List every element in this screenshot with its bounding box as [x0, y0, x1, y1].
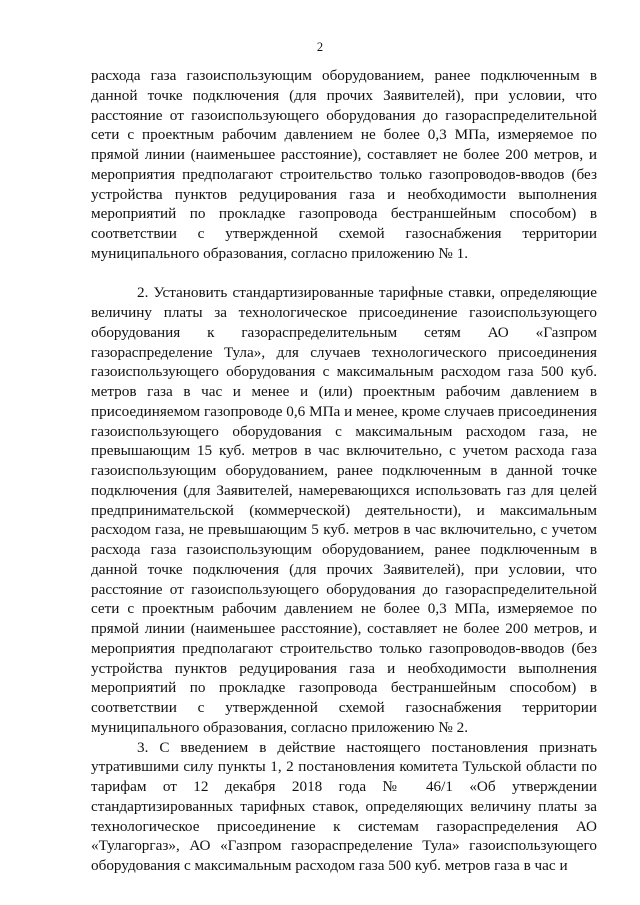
text-line: метров газа в час и менее и (или) проектным рабочим давлением в: [91, 383, 597, 400]
paragraph-2: [91, 283, 597, 737]
text-line: «Тулагоргаз», АО «Газпром газораспределение Тула» газоиспользующего: [91, 837, 597, 855]
text-line: газоиспользующего оборудования с максимальным расходом газа 500 куб.: [91, 363, 597, 381]
text-line: утратившими силу пункты 1, 2 постановления комитета Тульской области по: [91, 758, 597, 776]
paragraph-3: [91, 738, 597, 876]
text-line: данной точке подключения (для прочих Заявителей), при условии, что: [91, 560, 597, 578]
text-line: оборудования к газораспределительным сетям АО «Газпром: [91, 323, 597, 341]
text-line: расхода газа газоиспользующим оборудованием, ранее подключенным в: [91, 67, 597, 84]
text-line: сети с проектным рабочим давлением не более 0,3 МПа, измеряемое по: [91, 600, 597, 618]
text-line: мероприятия предполагают строительство только газопроводов-вводов (без: [91, 165, 597, 183]
text-line: предпринимательской (коммерческой) деятельности), и максимальным: [91, 501, 597, 519]
text-line: величину платы за технологическое присоединение газоиспользующего: [91, 304, 597, 321]
text-line: мероприятий по прокладке газопровода бестраншейным способом) в: [91, 205, 597, 223]
document-body: [91, 66, 597, 876]
text-line: соответствии с утвержденной схемой газоснабжения территории: [91, 699, 597, 716]
text-line: подключения (для Заявителей, намеревающихся использовать газ для целей: [91, 481, 597, 499]
text-line: устройства пунктов редуцирования газа и необходимости выполнения: [91, 659, 597, 677]
text-line: расходом газа, не превышающим 5 куб. метров в час включительно, с учетом: [91, 521, 597, 539]
text-line: оборудования с максимальным расходом газа 500 куб. метров газа в час и: [91, 857, 568, 874]
text-line: тарифам от 12 декабря 2018 года № 46/1 «Об утверждении: [91, 778, 597, 795]
text-line: газораспределение Тула», для случаев технологического присоединения: [91, 343, 597, 361]
text-line: стандартизированных тарифных ставок, определяющих величину платы за: [91, 797, 597, 815]
text-line: муниципального образования, согласно приложению № 2.: [91, 718, 469, 736]
text-line: устройства пунктов редуцирования газа и необходимости выполнения: [91, 185, 597, 203]
text-line: расстояние от газоиспользующего оборудования до газораспределительной: [91, 580, 597, 598]
page-number: 2: [316, 40, 324, 54]
text-line: муниципального образования, согласно приложению № 1.: [91, 244, 469, 262]
paragraph-1: [91, 66, 597, 264]
text-line: превышающим 15 куб. метров в час включительно, с учетом расхода газа: [91, 442, 597, 460]
text-line: расхода газа газоиспользующим оборудованием, ранее подключенным в: [91, 541, 597, 558]
text-line: прямой линии (наименьшее расстояние), составляет не более 200 метров, и: [91, 620, 597, 637]
text-line: соответствии с утвержденной схемой газоснабжения территории: [91, 225, 597, 242]
text-line: присоединяемом газопроводе 0,6 МПа и менее, кроме случаев присоединения: [91, 402, 597, 420]
text-line: 2. Установить стандартизированные тарифные ставки, определяющие: [137, 284, 597, 302]
text-line: данной точке подключения (для прочих Заявителей), при условии, что: [91, 86, 597, 104]
text-line: мероприятий по прокладке газопровода бестраншейным способом) в: [91, 679, 597, 697]
text-line: мероприятия предполагают строительство только газопроводов-вводов (без: [91, 639, 597, 657]
text-line: технологическое присоединение к системам газораспределения АО: [91, 817, 597, 835]
text-line: газоиспользующего оборудования с максимальным расходом газа, не: [91, 422, 597, 440]
text-line: 3. С введением в действие настоящего постановления признать: [137, 738, 597, 756]
text-line: расстояние от газоиспользующего оборудования до газораспределительной: [91, 106, 597, 124]
text-line: прямой линии (наименьшее расстояние), составляет не более 200 метров, и: [91, 146, 597, 163]
text-line: газоиспользующим оборудованием, ранее подключенным в данной точке: [91, 462, 597, 479]
text-line: сети с проектным рабочим давлением не более 0,3 МПа, измеряемое по: [91, 126, 597, 144]
